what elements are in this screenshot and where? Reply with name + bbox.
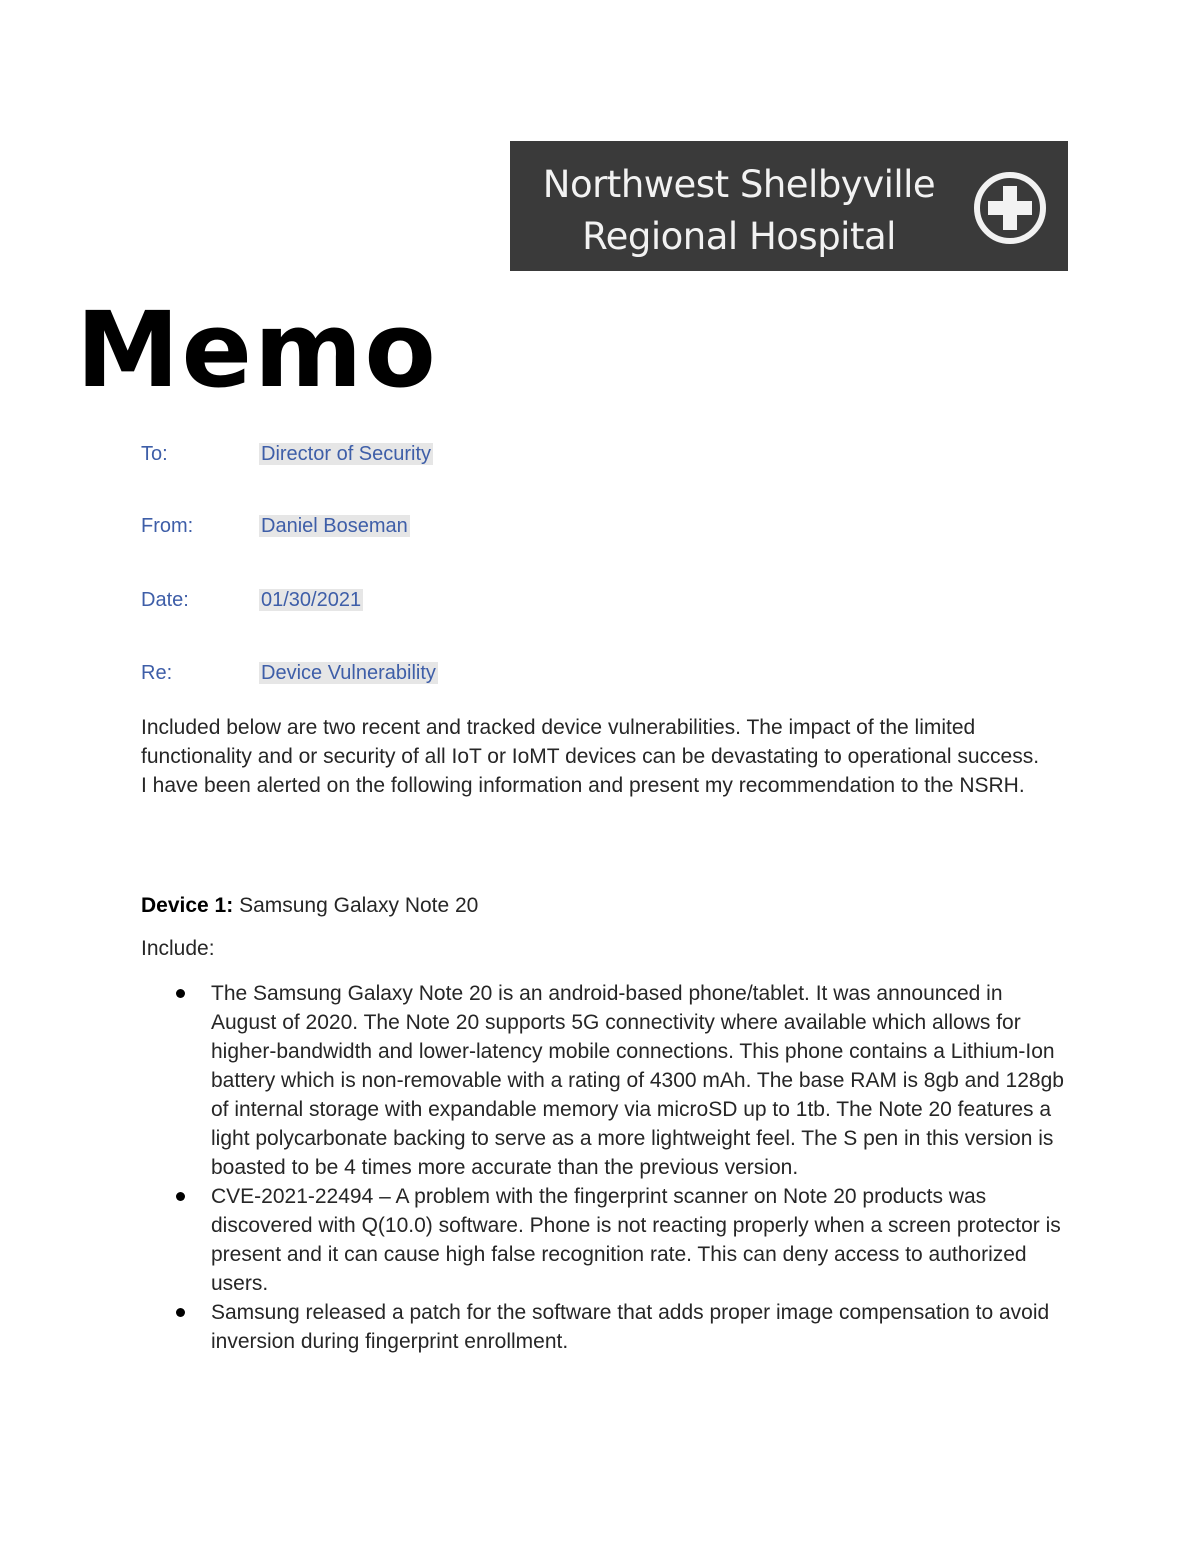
device-bullet-list — [141, 979, 1071, 1356]
to-row — [141, 441, 433, 467]
list-item — [141, 979, 1071, 1182]
list-item — [141, 1298, 1071, 1356]
include-label: Include: — [141, 937, 215, 960]
bullet-text: The Samsung Galaxy Note 20 is an android-based phone/tablet. It was announced in August of 2020. The Note 20 supports 5G connectivity where available which allows for higher-bandwidth and lower-latency mobile connections. This phone contains a Lithium-Ion battery which is non-removable with a rating of 4300 mAh. The base RAM is 8gb and 128gb of internal storage with expandable memory via microSD up to 1tb. The Note 20 features a light polycarbonate backing to serve as a more lightweight feel. The S pen in this version is boasted to be 4 times more accurate than the previous version. — [211, 982, 1064, 1179]
to-value: Director of Security — [261, 443, 432, 465]
logo-line-2: Regional Hospital — [582, 215, 896, 258]
date-label: Date: — [141, 589, 189, 611]
bullet-icon — [176, 1192, 185, 1201]
re-value: Device Vulnerability — [261, 662, 436, 684]
list-item — [141, 1182, 1071, 1298]
logo-text — [510, 159, 968, 263]
medical-cross-icon — [972, 170, 1048, 246]
bullet-text: CVE-2021-22494 – A problem with the fingerprint scanner on Note 20 products was discovered with Q(10.0) software. Phone is not reacting properly when a screen protector is present and it can cause high false recognition rate. This can deny access to authorized users. — [211, 1185, 1061, 1295]
from-label: From: — [141, 515, 194, 537]
intro-paragraph: Included below are two recent and tracked device vulnerabilities. The impact of the limited functionality and or security of all IoT or IoMT devices can be devastating to operational success. I have been alerted on the following information and present my recommendation to the NSRH. — [141, 716, 1040, 797]
to-label: To: — [141, 443, 168, 465]
date-value: 01/30/2021 — [261, 589, 362, 611]
device-heading — [141, 891, 478, 920]
from-value: Daniel Boseman — [261, 515, 408, 537]
date-row — [141, 587, 363, 613]
bullet-icon — [176, 1308, 185, 1317]
bullet-icon — [176, 989, 185, 998]
memo-title: Memo — [76, 289, 438, 411]
re-row — [141, 660, 438, 686]
re-label: Re: — [141, 662, 173, 684]
bullet-text: Samsung released a patch for the software that adds proper image compensation to avoid inversion during fingerprint enrollment. — [211, 1301, 1050, 1353]
from-row — [141, 513, 410, 539]
device-name: Samsung Galaxy Note 20 — [233, 894, 479, 917]
logo-line-1: Northwest Shelbyville — [542, 163, 936, 206]
device-label: Device 1: — [141, 894, 234, 917]
